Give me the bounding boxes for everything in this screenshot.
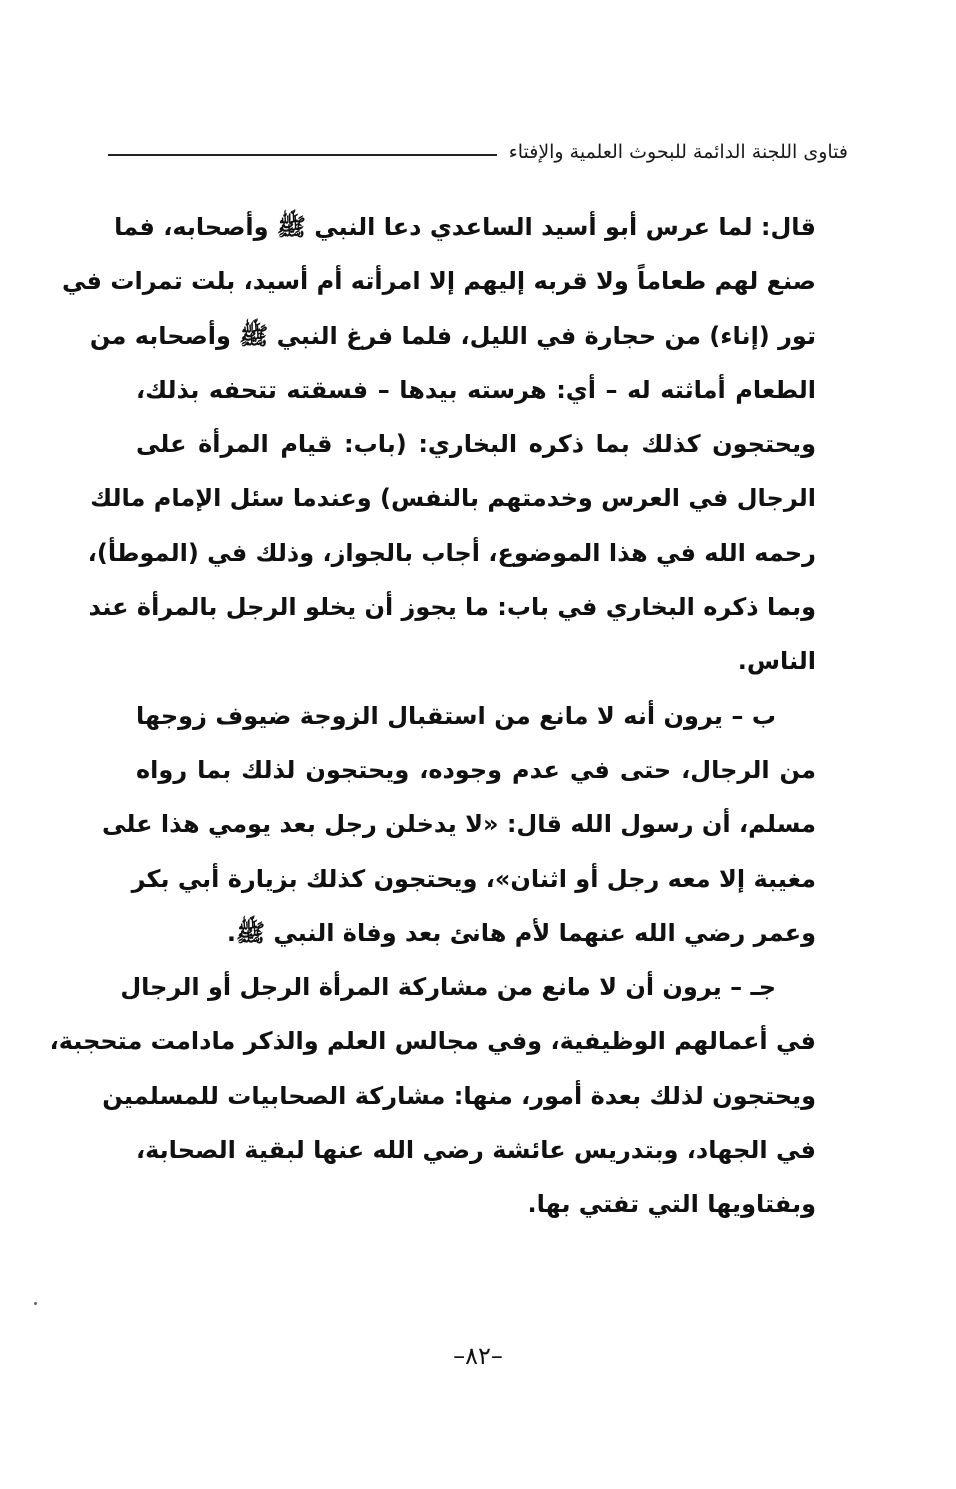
text-line: تور (إناء) من حجارة في الليل، فلما فرغ النبي ﷺ وأصحابه من — [89, 321, 816, 350]
running-header — [108, 132, 848, 172]
text-line: الناس. — [737, 647, 816, 676]
text-line: ب – يرون أنه لا مانع من استقبال الزوجة ضيوف زوجها — [136, 701, 776, 730]
scan-speck — [34, 1302, 37, 1305]
page-number: –٨٢– — [453, 1342, 503, 1370]
text-line: ويحتجون كذلك بما ذكره البخاري: (باب: قيام المرأة على — [136, 430, 816, 459]
text-line: صنع لهم طعاماً ولا قربه إليهم إلا امرأته أم أسيد، بلت تمرات في — [62, 267, 816, 296]
text-line: مسلم، أن رسول الله قال: «لا يدخلن رجل بعد يومي هذا على — [102, 810, 816, 839]
text-line: وبما ذكره البخاري في باب: ما يجوز أن يخلو الرجل بالمرأة عند — [88, 593, 816, 622]
text-line: ويحتجون لذلك بعدة أمور، منها: مشاركة الصحابيات للمسلمين — [102, 1081, 816, 1110]
text-line: رحمه الله في هذا الموضوع، أجاب بالجواز، وذلك في (الموطأ)، — [87, 538, 816, 567]
text-line: في الجهاد، وبتدريس عائشة رضي الله عنها لبقية الصحابة، — [136, 1136, 816, 1165]
text-line: جـ – يرون أن لا مانع من مشاركة المرأة الرجل أو الرجال — [120, 973, 776, 1002]
body-text — [49, 200, 816, 1232]
text-line: وعمر رضي الله عنهما لأم هانئ بعد وفاة النبي ﷺ. — [226, 918, 816, 947]
text-line: الطعام أماثته له – أي: هرسته بيدها – فسقته تتحفه بذلك، — [136, 375, 816, 404]
text-line: وبفتاويها التي تفتي بها. — [527, 1190, 816, 1219]
text-line: من الرجال، حتى في عدم وجوده، ويحتجون لذلك بما رواه — [136, 755, 816, 784]
text-line: مغيبة إلا معه رجل أو اثنان»، ويحتجون كذلك بزيارة أبي بكر — [131, 864, 816, 893]
text-line: قال: لما عرس أبو أسيد الساعدي دعا النبي ﷺ وأصحابه، فما — [114, 213, 816, 241]
text-line: في أعمالهم الوظيفية، وفي مجالس العلم والذكر مادامت متحجبة، — [49, 1027, 816, 1056]
running-header-title: فتاوى اللجنة الدائمة للبحوث العلمية والإفتاء — [508, 141, 848, 163]
header-rule — [108, 154, 497, 156]
text-line: الرجال في العرس وخدمتهم بالنفس) وعندما سئل الإمام مالك — [90, 484, 816, 513]
